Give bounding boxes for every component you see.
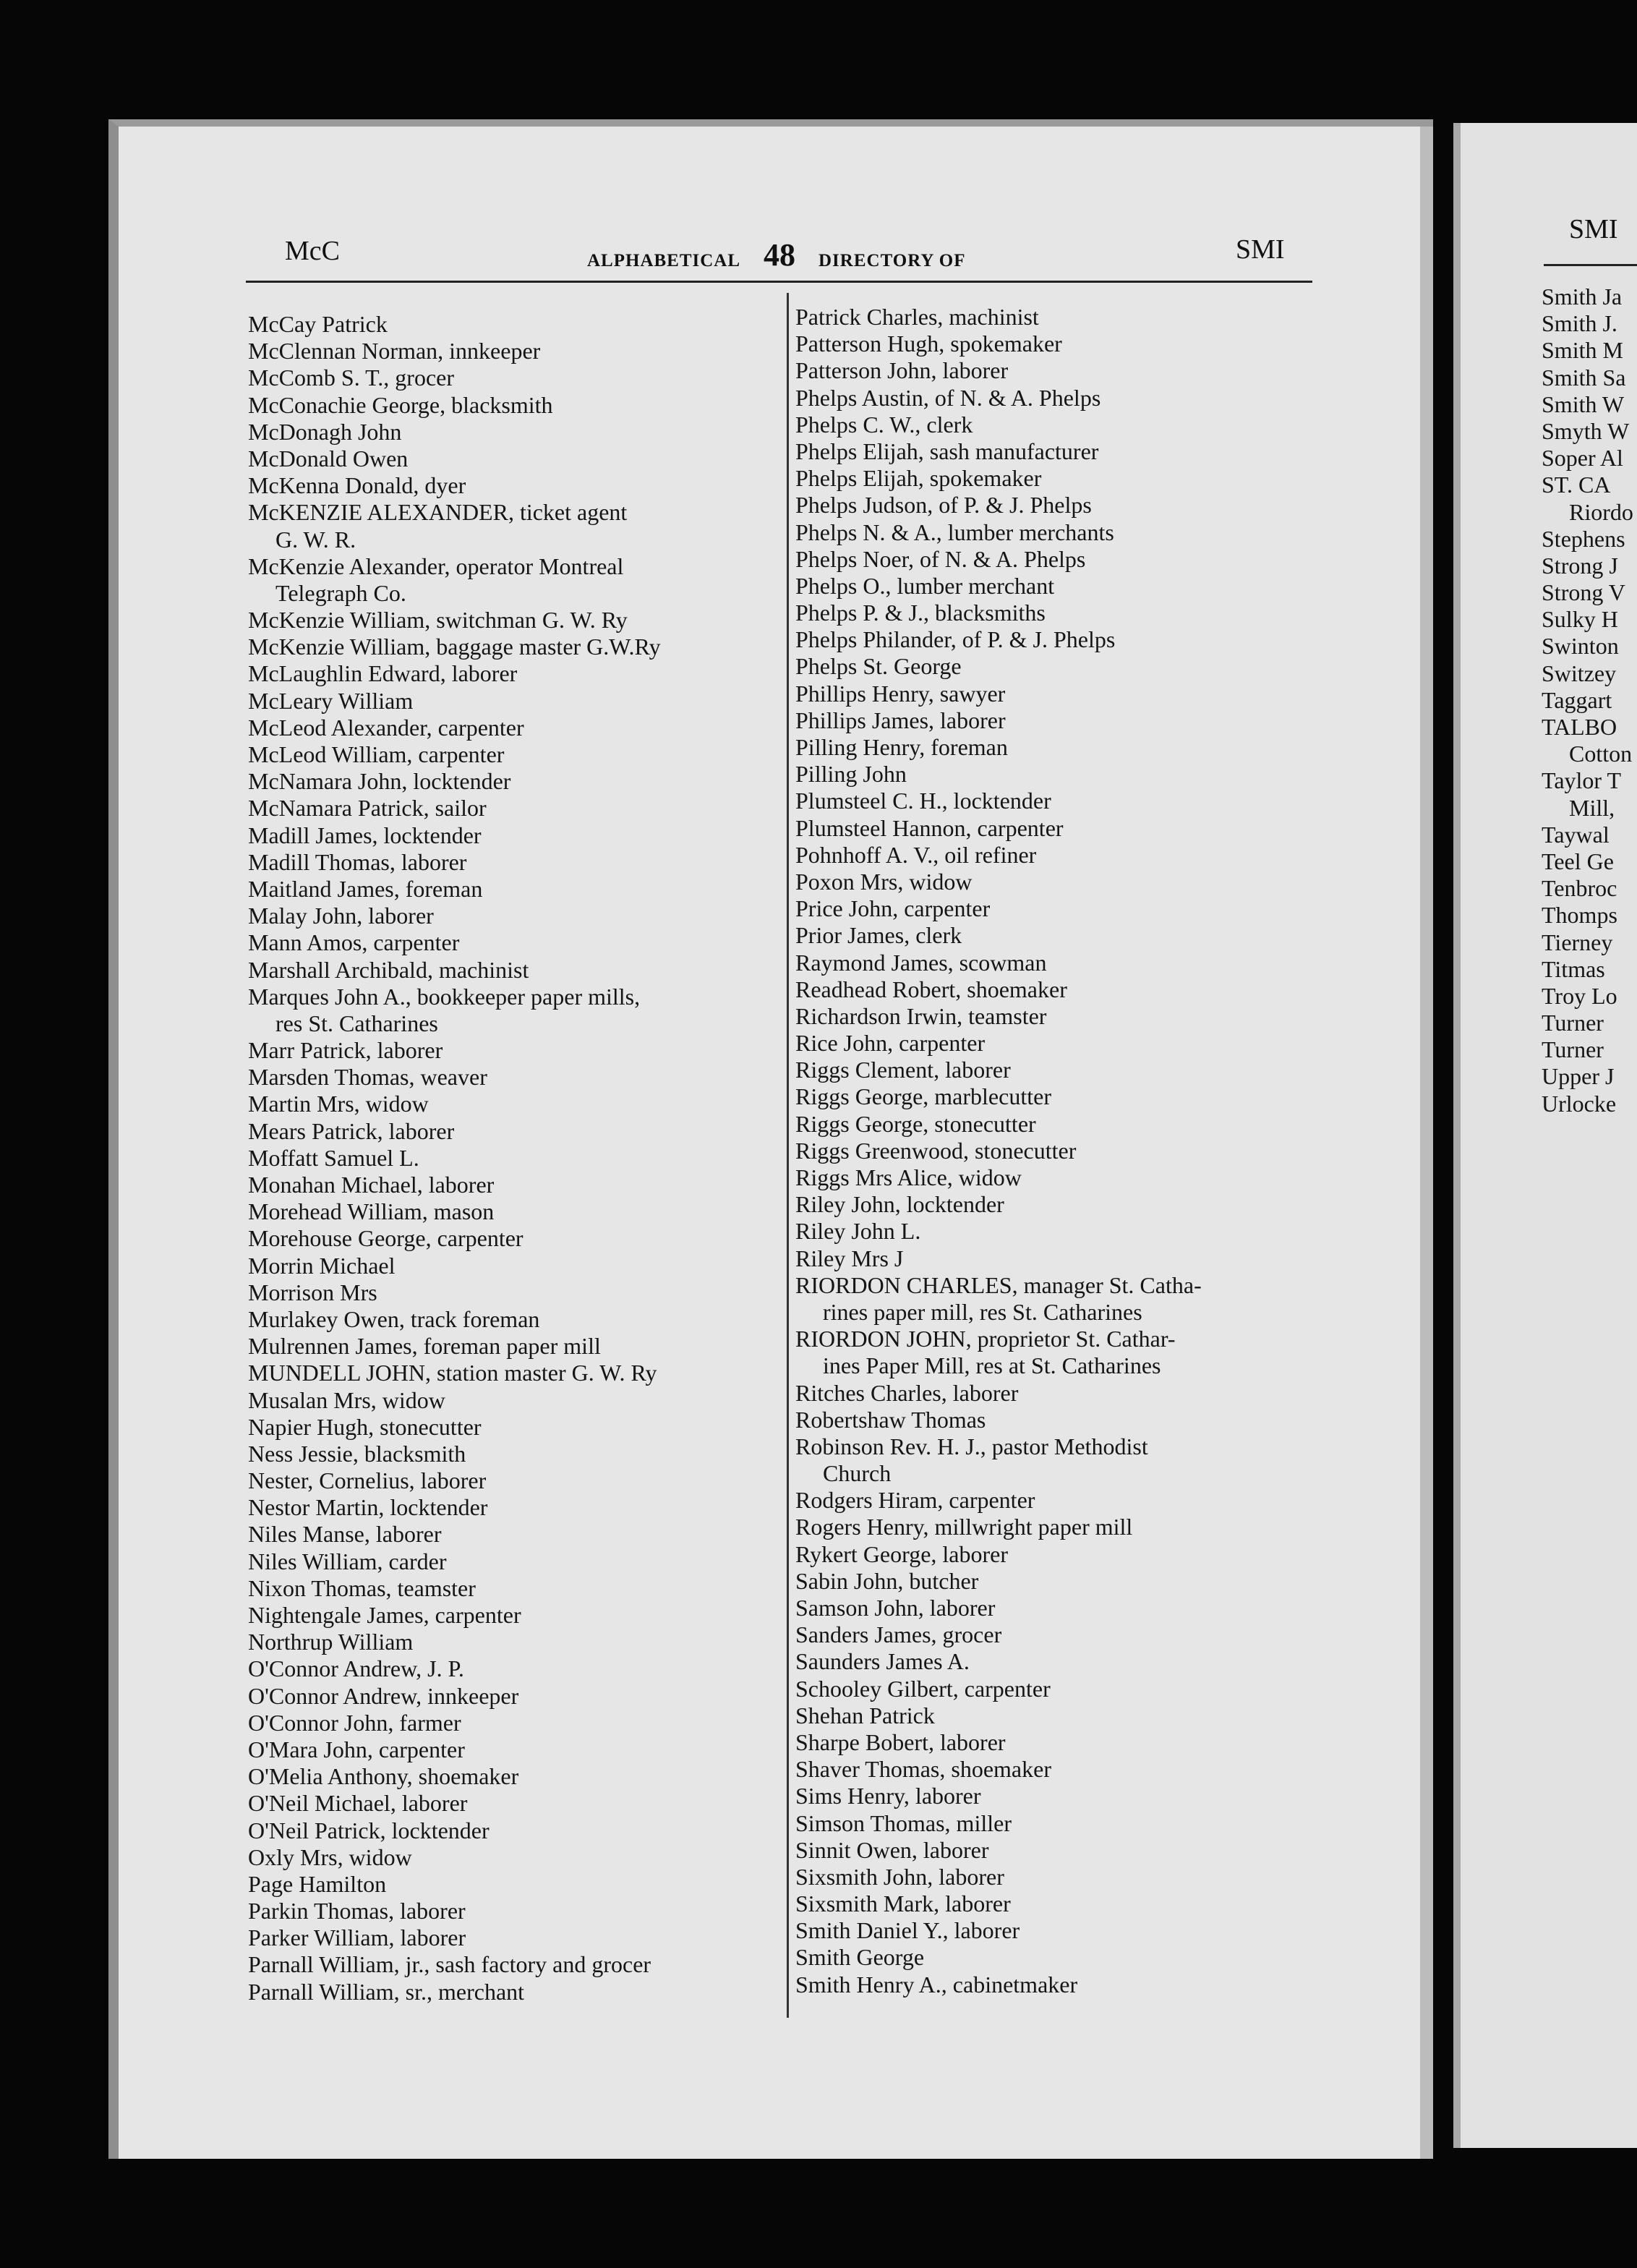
directory-entry: Rykert George, laborer: [795, 1540, 1009, 1567]
directory-entry: Teel Ge: [1542, 848, 1614, 874]
directory-entry: Morehouse George, carpenter: [248, 1225, 523, 1252]
directory-entry: Sims Henry, laborer: [795, 1783, 981, 1809]
directory-entry: Ritches Charles, laborer: [795, 1379, 1019, 1406]
directory-entry: res St. Catharines: [275, 1010, 438, 1036]
directory-entry: Phelps C. W., clerk: [795, 411, 973, 438]
left-column: [248, 311, 661, 2005]
directory-entry: Soper Al: [1542, 445, 1623, 472]
directory-entry: O'Connor Andrew, innkeeper: [248, 1682, 519, 1709]
directory-entry: Pohnhoff A. V., oil refiner: [795, 841, 1037, 868]
directory-entry: Phelps Philander, of P. & J. Phelps: [795, 626, 1116, 653]
directory-entry: Sanders James, grocer: [795, 1621, 1002, 1648]
directory-entry: Shehan Patrick: [795, 1702, 935, 1728]
right-column: [795, 304, 1202, 1998]
directory-entry: Sixsmith Mark, laborer: [795, 1890, 1011, 1917]
directory-entry: Sinnit Owen, laborer: [795, 1836, 989, 1863]
directory-entry: TALBO: [1542, 714, 1617, 740]
directory-entry: McNamara John, locktender: [248, 768, 511, 795]
directory-entry: McClennan Norman, innkeeper: [248, 338, 541, 364]
directory-entry: Riggs Clement, laborer: [795, 1057, 1011, 1083]
directory-entry: Mill,: [1569, 794, 1615, 821]
directory-entry: Turner: [1542, 1010, 1604, 1036]
directory-entry: McLeod Alexander, carpenter: [248, 714, 524, 741]
directory-entry: Phelps P. & J., blacksmiths: [795, 600, 1046, 626]
next-page-rule: [1544, 264, 1637, 266]
directory-entry: McKenzie William, switchman G. W. Ry: [248, 607, 628, 634]
directory-entry: Phelps Elijah, sash manufacturer: [795, 438, 1099, 464]
directory-entry: Saunders James A.: [795, 1648, 970, 1675]
directory-entry: Smith Henry A., cabinetmaker: [795, 1971, 1078, 1998]
directory-entry: Niles Manse, laborer: [248, 1521, 442, 1548]
directory-entry: Phillips Henry, sawyer: [795, 680, 1006, 707]
directory-entry: O'Neil Michael, laborer: [248, 1790, 468, 1817]
directory-entry: Nightengale James, carpenter: [248, 1602, 521, 1628]
directory-entry: Phelps Austin, of N. & A. Phelps: [795, 384, 1101, 411]
directory-entry: Morrin Michael: [248, 1252, 396, 1279]
directory-entry: Napier Hugh, stonecutter: [248, 1413, 482, 1440]
directory-entry: McConachie George, blacksmith: [248, 391, 553, 418]
directory-entry: Smyth W: [1542, 417, 1630, 444]
directory-entry: Prior James, clerk: [795, 922, 962, 949]
directory-entry: Phelps Judson, of P. & J. Phelps: [795, 492, 1092, 519]
directory-entry: Smith Ja: [1542, 284, 1623, 310]
directory-entry: O'Connor Andrew, J. P.: [248, 1655, 464, 1682]
directory-entry: McKENZIE ALEXANDER, ticket agent: [248, 499, 628, 526]
directory-entry: Sulky H: [1542, 606, 1618, 633]
directory-entry: RIORDON CHARLES, manager St. Catha-: [795, 1271, 1202, 1298]
directory-entry: Marr Patrick, laborer: [248, 1037, 443, 1064]
directory-entry: McNamara Patrick, sailor: [248, 795, 487, 822]
directory-entry: Robinson Rev. H. J., pastor Methodist: [795, 1433, 1148, 1459]
directory-entry: Swinton: [1542, 633, 1619, 660]
directory-entry: Riley Mrs J: [795, 1245, 904, 1271]
directory-entry: Parnall William, jr., sash factory and grocer: [248, 1951, 651, 1978]
directory-entry: Ness Jessie, blacksmith: [248, 1440, 466, 1467]
directory-entry: Simson Thomas, miller: [795, 1809, 1012, 1836]
directory-entry: MUNDELL JOHN, station master G. W. Ry: [248, 1360, 657, 1386]
directory-entry: Phillips James, laborer: [795, 707, 1006, 733]
directory-entry: Turner: [1542, 1036, 1604, 1063]
directory-entry: McComb S. T., grocer: [248, 364, 454, 391]
directory-entry: Mann Amos, carpenter: [248, 929, 460, 956]
directory-entry: Mulrennen James, foreman paper mill: [248, 1333, 601, 1360]
directory-entry: rines paper mill, res St. Catharines: [823, 1298, 1142, 1325]
directory-entry: Musalan Mrs, widow: [248, 1386, 445, 1413]
directory-entry: Mears Patrick, laborer: [248, 1117, 455, 1144]
directory-entry: Rice John, carpenter: [795, 1030, 986, 1057]
directory-entry: McLaughlin Edward, laborer: [248, 660, 518, 687]
directory-entry: Plumsteel Hannon, carpenter: [795, 814, 1064, 841]
directory-entry: Nixon Thomas, teamster: [248, 1574, 476, 1601]
directory-entry: O'Melia Anthony, shoemaker: [248, 1763, 519, 1790]
directory-entry: Monahan Michael, laborer: [248, 1172, 495, 1198]
directory-entry: Riley John, locktender: [795, 1191, 1004, 1218]
directory-entry: Cotton: [1569, 741, 1633, 767]
directory-entry: G. W. R.: [275, 526, 356, 553]
directory-entry: Raymond James, scowman: [795, 949, 1047, 976]
directory-entry: McLeod William, carpenter: [248, 741, 505, 767]
directory-entry: Sabin John, butcher: [795, 1567, 979, 1594]
directory-entry: Patterson John, laborer: [795, 357, 1009, 384]
directory-entry: Strong V: [1542, 579, 1625, 606]
directory-entry: ST. CA: [1542, 472, 1611, 498]
directory-entry: Riggs Greenwood, stonecutter: [795, 1137, 1077, 1164]
directory-entry: McLeary William: [248, 687, 414, 714]
directory-entry: Nester, Cornelius, laborer: [248, 1467, 487, 1494]
directory-entry: Phelps St. George: [795, 653, 962, 680]
directory-entry: Richardson Irwin, teamster: [795, 1002, 1047, 1029]
directory-entry: O'Mara John, carpenter: [248, 1736, 465, 1762]
directory-entry: Taggart: [1542, 686, 1612, 713]
directory-entry: Page Hamilton: [248, 1870, 387, 1897]
directory-entry: Stephens: [1542, 525, 1625, 552]
directory-entry: Patrick Charles, machinist: [795, 304, 1039, 330]
directory-entry: Readhead Robert, shoemaker: [795, 976, 1067, 1002]
directory-entry: Smith Sa: [1542, 364, 1626, 391]
directory-entry: O'Connor John, farmer: [248, 1709, 461, 1736]
column-divider: [787, 293, 789, 2018]
directory-entry: Northrup William: [248, 1629, 414, 1655]
directory-entry: Church: [823, 1460, 892, 1487]
directory-entry: Moffatt Samuel L.: [248, 1144, 419, 1171]
directory-entry: Switzey: [1542, 660, 1617, 686]
next-page-header: SMI: [1569, 214, 1618, 244]
header-left: McC: [285, 236, 340, 266]
directory-entry: ines Paper Mill, res at St. Catharines: [823, 1352, 1161, 1379]
directory-entry: Smith George: [795, 1944, 925, 1971]
directory-entry: Patterson Hugh, spokemaker: [795, 331, 1062, 357]
next-page-edge: [1453, 123, 1637, 2148]
header-right: SMI: [1236, 234, 1285, 265]
directory-entry: Sharpe Bobert, laborer: [795, 1728, 1006, 1755]
directory-entry: Price John, carpenter: [795, 895, 991, 922]
directory-entry: Poxon Mrs, widow: [795, 868, 973, 895]
directory-entry: Morrison Mrs: [248, 1279, 377, 1305]
directory-entry: Strong J: [1542, 552, 1618, 579]
directory-entry: Marsden Thomas, weaver: [248, 1064, 487, 1091]
directory-entry: Phelps N. & A., lumber merchants: [795, 519, 1114, 545]
directory-entry: Plumsteel C. H., locktender: [795, 788, 1051, 814]
directory-entry: RIORDON JOHN, proprietor St. Cathar-: [795, 1326, 1176, 1352]
directory-entry: Phelps Noer, of N. & A. Phelps: [795, 545, 1086, 572]
directory-entry: McKenzie William, baggage master G.W.Ry: [248, 634, 661, 660]
directory-entry: Thomps: [1542, 902, 1617, 929]
header-right-word: DIRECTORY OF: [818, 251, 966, 270]
next-page-column: [1542, 284, 1633, 1117]
directory-entry: Schooley Gilbert, carpenter: [795, 1675, 1051, 1702]
directory-entry: Smith M: [1542, 337, 1623, 364]
directory-entry: Troy Lo: [1542, 982, 1617, 1009]
directory-entry: Niles William, carder: [248, 1548, 447, 1574]
directory-entry: Smith Daniel Y., laborer: [795, 1917, 1020, 1944]
directory-entry: Marshall Archibald, machinist: [248, 956, 529, 983]
directory-entry: Riordo: [1569, 498, 1633, 525]
directory-entry: McKenzie Alexander, operator Montreal: [248, 553, 624, 579]
directory-entry: Tenbroc: [1542, 875, 1617, 902]
directory-entry: Nestor Martin, locktender: [248, 1494, 488, 1521]
directory-entry: Urlocke: [1542, 1090, 1617, 1117]
directory-entry: McDonald Owen: [248, 445, 409, 472]
directory-entry: Madill James, locktender: [248, 822, 482, 848]
directory-entry: Murlakey Owen, track foreman: [248, 1305, 540, 1332]
directory-entry: McDonagh John: [248, 418, 402, 445]
directory-entry: Riggs Mrs Alice, widow: [795, 1164, 1022, 1190]
directory-entry: Rodgers Hiram, carpenter: [795, 1487, 1035, 1514]
directory-entry: Marques John A., bookkeeper paper mills,: [248, 983, 641, 1010]
directory-entry: Pilling Henry, foreman: [795, 734, 1008, 760]
directory-entry: Taylor T: [1542, 767, 1622, 794]
directory-entry: Phelps O., lumber merchant: [795, 572, 1055, 599]
directory-entry: Samson John, laborer: [795, 1595, 996, 1621]
directory-entry: Sixsmith John, laborer: [795, 1863, 1004, 1890]
directory-entry: Parnall William, sr., merchant: [248, 1978, 525, 2005]
directory-entry: McCay Patrick: [248, 311, 388, 337]
directory-entry: Taywal: [1542, 821, 1610, 848]
directory-entry: Rogers Henry, millwright paper mill: [795, 1514, 1133, 1540]
directory-entry: Parker William, laborer: [248, 1924, 466, 1951]
directory-entry: Robertshaw Thomas: [795, 1406, 986, 1433]
directory-entry: Riggs George, stonecutter: [795, 1110, 1036, 1137]
directory-entry: Smith W: [1542, 391, 1625, 417]
page-number: 48: [764, 237, 795, 273]
directory-entry: Tierney: [1542, 929, 1613, 955]
directory-entry: Morehead William, mason: [248, 1198, 495, 1225]
directory-entry: Titmas: [1542, 955, 1605, 982]
directory-entry: Parkin Thomas, laborer: [248, 1898, 466, 1924]
directory-entry: Riley John L.: [795, 1218, 921, 1245]
directory-entry: Oxly Mrs, widow: [248, 1843, 412, 1870]
header-rule: [246, 281, 1312, 283]
directory-entry: Shaver Thomas, shoemaker: [795, 1756, 1051, 1783]
directory-entry: Malay John, laborer: [248, 903, 434, 929]
directory-entry: Maitland James, foreman: [248, 875, 483, 902]
directory-entry: Smith J.: [1542, 310, 1617, 337]
header-left-word: ALPHABETICAL: [587, 251, 741, 270]
directory-entry: Martin Mrs, widow: [248, 1091, 429, 1117]
directory-entry: Pilling John: [795, 761, 907, 788]
directory-entry: Riggs George, marblecutter: [795, 1083, 1051, 1110]
directory-entry: Telegraph Co.: [275, 579, 406, 606]
directory-entry: McKenna Donald, dyer: [248, 472, 466, 499]
directory-entry: Upper J: [1542, 1063, 1615, 1090]
directory-entry: Phelps Elijah, spokemaker: [795, 465, 1042, 492]
directory-entry: Madill Thomas, laborer: [248, 848, 467, 875]
directory-entry: O'Neil Patrick, locktender: [248, 1817, 490, 1843]
